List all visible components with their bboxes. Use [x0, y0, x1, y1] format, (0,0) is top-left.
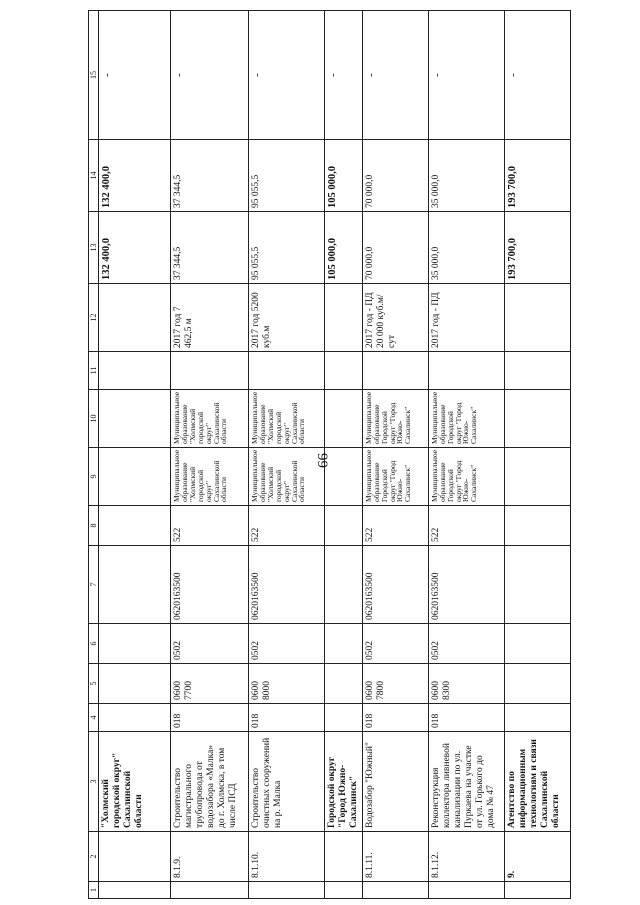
header-cell: 5: [89, 664, 99, 704]
cell-c11: [428, 352, 504, 390]
cell-name: Агентство по информационным технологиям и связи Сахалинской области: [504, 732, 570, 832]
cell-number: [99, 832, 171, 882]
cell-number: [325, 832, 363, 882]
item-row-8-1-10: [249, 11, 325, 899]
cell-c9: Муниципальное образование "Холмский городской округ" Сахалинской области: [249, 448, 325, 506]
cell-c8: [99, 506, 171, 546]
cell-c7: 0620163500: [171, 546, 249, 624]
cell-c7: 0620163500: [249, 546, 325, 624]
cell-c10: Муниципальное образование Городской округ "Город Южно-Сахалинск": [428, 390, 504, 448]
cell-amount: 193 700,0: [504, 140, 570, 212]
header-cell: 12: [89, 284, 99, 352]
item-row-8-1-9: [171, 11, 249, 899]
cell-c1: [171, 882, 249, 899]
cell-c9: Муниципальное образование Городской округ "Город Южно-Сахалинск": [428, 448, 504, 506]
cell-c10: Муниципальное образование "Холмский городской округ" Сахалинской области: [171, 390, 249, 448]
cell-c12: [325, 284, 363, 352]
cell-c4: [504, 704, 570, 732]
section-row-yuzhno-sakhalinsk: [325, 11, 363, 899]
cell-c12: [99, 284, 171, 352]
cell-c5: 0600 7800: [362, 664, 428, 704]
cell-c12: 2017 год - ПД 20 000 куб.м/сут: [362, 284, 428, 352]
cell-total: 35 000,0: [428, 212, 504, 284]
program-table: [88, 10, 571, 899]
cell-c11: [99, 352, 171, 390]
item-row-8-1-12: [428, 11, 504, 899]
cell-c10: [325, 390, 363, 448]
cell-c12: 2017 год - ПД: [428, 284, 504, 352]
cell-c6: [504, 624, 570, 664]
section-row-it-agency: [504, 11, 570, 899]
cell-name: Городской округ "Город Южно-Сахалинск": [325, 732, 363, 832]
cell-c8: 522: [428, 506, 504, 546]
cell-c7: 0620163500: [428, 546, 504, 624]
header-cell: 7: [89, 546, 99, 624]
cell-total: 37 344,5: [171, 212, 249, 284]
cell-amount: 132 400,0: [99, 140, 171, 212]
header-cell: 15: [89, 11, 99, 140]
header-cell: 6: [89, 624, 99, 664]
cell-c11: [362, 352, 428, 390]
cell-c1: [99, 882, 171, 899]
cell-c11: [504, 352, 570, 390]
cell-name: Водозабор "Южный": [362, 732, 428, 832]
header-cell: 13: [89, 212, 99, 284]
cell-c15: -: [428, 11, 504, 140]
header-cell: 10: [89, 390, 99, 448]
header-cell: 4: [89, 704, 99, 732]
cell-c8: 522: [249, 506, 325, 546]
cell-c7: [504, 546, 570, 624]
cell-c10: Муниципальное образование "Холмский городской округ" Сахалинской области: [249, 390, 325, 448]
cell-c15: -: [362, 11, 428, 140]
header-cell: 2: [89, 832, 99, 882]
cell-c4: 018: [249, 704, 325, 732]
cell-c5: 0600 8300: [428, 664, 504, 704]
cell-name: Строительство очистных сооружений на р. Малка: [249, 732, 325, 832]
cell-c6: 0502: [428, 624, 504, 664]
cell-amount: 95 055,5: [249, 140, 325, 212]
cell-total: 193 700,0: [504, 212, 570, 284]
cell-c9: [504, 448, 570, 506]
cell-c15: -: [171, 11, 249, 140]
cell-c4: [99, 704, 171, 732]
cell-c15: -: [504, 11, 570, 140]
section-row-kholmsk: [99, 11, 171, 899]
rotated-table-wrapper: [88, 0, 640, 905]
cell-c8: [504, 506, 570, 546]
cell-c1: [325, 882, 363, 899]
cell-name: Строительство магистрального трубопровода от водозабора «Малка» до г. Холмска, в том числе ПСД: [171, 732, 249, 832]
cell-c1: [362, 882, 428, 899]
header-cell: 9: [89, 448, 99, 506]
cell-total: 105 000,0: [325, 212, 363, 284]
header-cell: 11: [89, 352, 99, 390]
cell-c1: [249, 882, 325, 899]
cell-c8: 522: [171, 506, 249, 546]
cell-amount: 37 344,5: [171, 140, 249, 212]
cell-c12: 2017 год 5200 куб.м: [249, 284, 325, 352]
cell-c10: Муниципальное образование Городской округ "Город Южно-Сахалинск": [362, 390, 428, 448]
cell-c7: 0620163500: [362, 546, 428, 624]
cell-c12: [504, 284, 570, 352]
cell-c10: [504, 390, 570, 448]
cell-total: 132 400,0: [99, 212, 171, 284]
cell-c5: [325, 664, 363, 704]
cell-c4: 018: [171, 704, 249, 732]
cell-amount: 70 000,0: [362, 140, 428, 212]
cell-name: Реконструкция коллектора ливневой канализации по ул. Пуркаева на участке от ул. Горького до дома № 47: [428, 732, 504, 832]
cell-c5: 0600 7700: [171, 664, 249, 704]
cell-total: 95 055,5: [249, 212, 325, 284]
item-row-8-1-11: [362, 11, 428, 899]
cell-c6: [99, 624, 171, 664]
cell-c7: [99, 546, 171, 624]
header-cell: 8: [89, 506, 99, 546]
cell-c5: [504, 664, 570, 704]
cell-c6: 0502: [249, 624, 325, 664]
cell-c8: 522: [362, 506, 428, 546]
cell-number: 8.1.9.: [171, 832, 249, 882]
cell-c9: Муниципальное образование "Холмский городской округ" Сахалинской области: [171, 448, 249, 506]
cell-c6: 0502: [171, 624, 249, 664]
header-cell: 3: [89, 732, 99, 832]
cell-c12: 2017 год 7 462,5 м: [171, 284, 249, 352]
cell-number: 8.1.11.: [362, 832, 428, 882]
column-number-row: [89, 11, 99, 899]
cell-c4: 018: [428, 704, 504, 732]
cell-number: 9.: [504, 832, 570, 882]
cell-name: "Холмский городской округ" Сахалинской области: [99, 732, 171, 832]
cell-c15: -: [325, 11, 363, 140]
cell-c1: [428, 882, 504, 899]
cell-c1: [504, 882, 570, 899]
cell-c8: [325, 506, 363, 546]
cell-c4: 018: [362, 704, 428, 732]
header-cell: 1: [89, 882, 99, 899]
cell-c9: [99, 448, 171, 506]
cell-c10: [99, 390, 171, 448]
cell-c11: [325, 352, 363, 390]
cell-c7: [325, 546, 363, 624]
cell-total: 70 000,0: [362, 212, 428, 284]
cell-number: 8.1.12.: [428, 832, 504, 882]
cell-c5: 0600 8000: [249, 664, 325, 704]
cell-c15: -: [99, 11, 171, 140]
cell-amount: 105 000,0: [325, 140, 363, 212]
cell-amount: 35 000,0: [428, 140, 504, 212]
cell-c4: [325, 704, 363, 732]
cell-c11: [171, 352, 249, 390]
cell-c9: [325, 448, 363, 506]
cell-c15: -: [249, 11, 325, 140]
cell-c5: [99, 664, 171, 704]
cell-c6: [325, 624, 363, 664]
header-cell: 14: [89, 140, 99, 212]
cell-c6: 0502: [362, 624, 428, 664]
cell-number: 8.1.10.: [249, 832, 325, 882]
cell-c9: Муниципальное образование Городской округ "Город Южно-Сахалинск": [362, 448, 428, 506]
cell-c11: [249, 352, 325, 390]
page-number: 66: [315, 453, 332, 468]
